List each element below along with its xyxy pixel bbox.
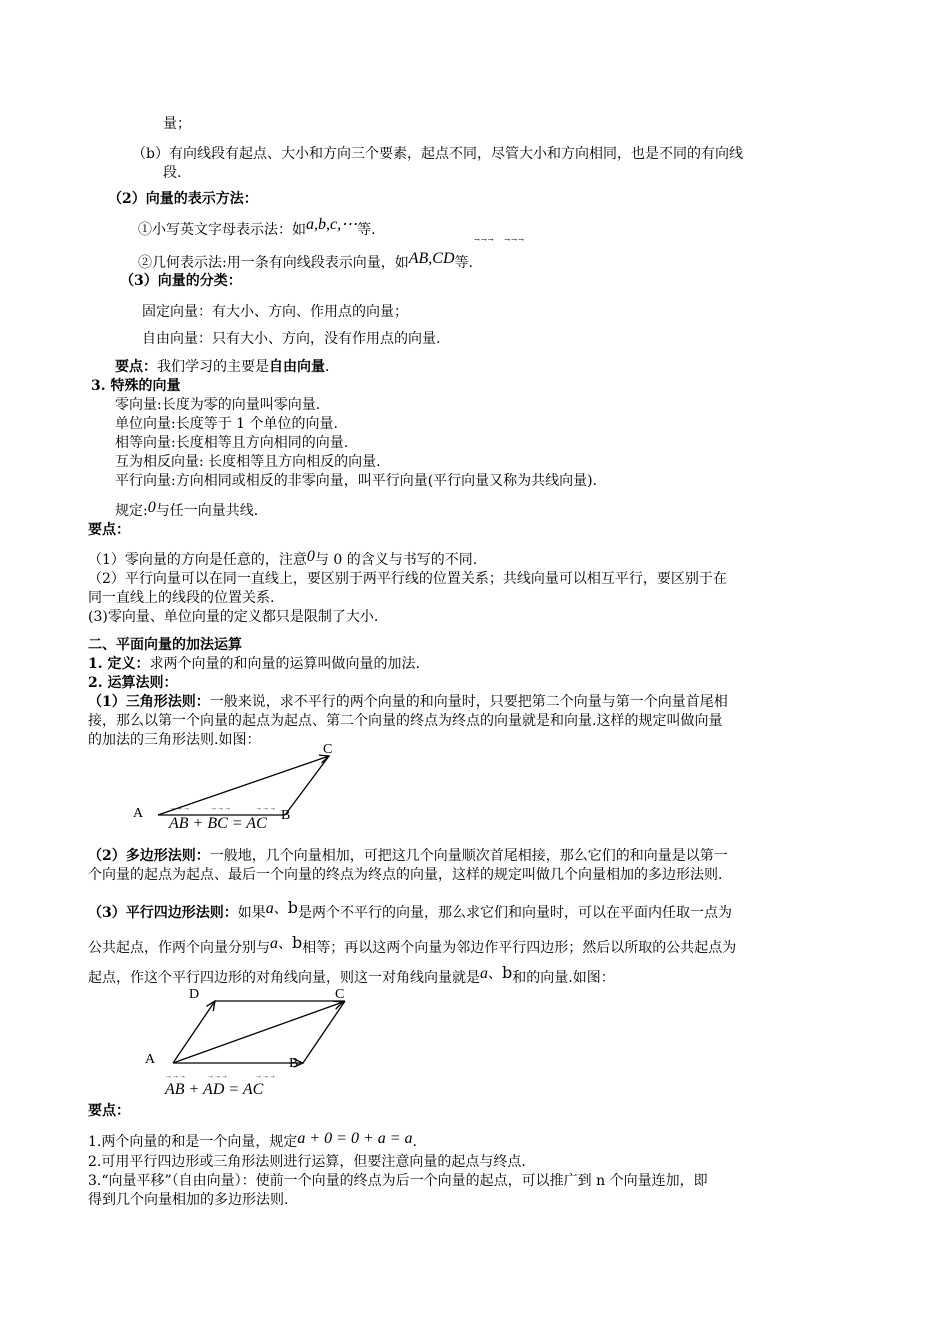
text-line: 的加法的三角形法则.如图： — [88, 732, 261, 748]
vector-a: a — [265, 900, 274, 917]
section-heading: （3）向量的分类： — [120, 273, 242, 289]
text-line: 3.“向量平移”（自由向量）：使前一个向量的终点为后一个向量的起点，可以推广到 n 个向量连加，即 — [88, 1173, 708, 1189]
point-label-a: A — [133, 806, 144, 821]
point-label-c: C — [335, 987, 345, 1002]
text-line: 接，那么以第一个向量的起点为起点、第二个向量的终点为终点的向量就是和向量.这样的规定叫做向量 — [88, 713, 723, 729]
text-line: ①小写英文字母表示法：如a,b,c,⋯等. — [138, 216, 376, 238]
text-line: 互为相反向量: 长度相等且方向相反的向量. — [115, 454, 381, 470]
text-line: 个向量的起点为起点、最后一个向量的终点为终点的向量，这样的规定叫做几个向量相加的多边形法则. — [88, 867, 723, 883]
text-line: 得到几个向量相加的多边形法则. — [88, 1192, 289, 1208]
text-line: (3)零向量、单位向量的定义都只是限制了大小. — [88, 609, 379, 625]
point-label-b: B — [289, 1056, 299, 1071]
text-line: 零向量:长度为零的向量叫零向量. — [115, 397, 321, 413]
triangle-equation: AB + BC = AC — [169, 815, 267, 832]
text-line: 相等向量:长度相等且方向相同的向量. — [115, 435, 349, 451]
section-heading: 二、平面向量的加法运算 — [88, 637, 242, 653]
parallelogram-equation: AB + AD = AC — [165, 1081, 264, 1098]
text-line: （2）多边形法则：一般地，几个向量相加，可把这几个向量顺次首尾相接，那么它们的和向量是以第一 — [88, 848, 728, 864]
section-heading: 3. 特殊的向量 — [91, 378, 181, 394]
text-line: 量； — [163, 116, 191, 132]
text-line: （1）三角形法则：一般来说，求不平行的两个向量的和向量时，只要把第二个向量与第一个向量首尾相 — [88, 694, 728, 710]
math-zero: 0 — [147, 499, 156, 516]
text-line: （3）平行四边形法则：如果a、b是两个不平行的向量，那么求它们和向量时，可以在平面内任取一点为 — [88, 898, 732, 921]
text-line: 2.可用平行四边形或三角形法则进行运算，但要注意向量的起点与终点. — [88, 1154, 526, 1170]
text-line: 同一直线上的线段的位置关系. — [88, 590, 275, 606]
math-expression: a,b,c,⋯ — [306, 216, 358, 233]
math-expression: a + 0 = 0 + a = a — [297, 1130, 413, 1147]
math-zero: 0 — [306, 548, 315, 565]
vector-arrow-marks: →→→ →→→ — [474, 236, 525, 244]
point-label-a: A — [145, 1052, 156, 1067]
key-points-label: 要点： — [88, 522, 130, 538]
text-line: 规定:0与任一向量共线. — [115, 499, 259, 519]
text-line: 起点，作这个平行四边形的对角线向量，则这一对角线向量就是a、b和的向量.如图： — [88, 963, 615, 986]
text-line: 固定向量：有大小、方向、作用点的向量； — [142, 304, 408, 320]
math-expression: AB,CD — [408, 250, 455, 267]
vector-arrow-marks: →→→ — [255, 1072, 276, 1080]
section-heading: （2）向量的表示方法： — [108, 191, 258, 207]
text-line: 要点：我们学习的主要是自由向量. — [115, 359, 330, 375]
vector-arrow-marks: →→→ — [210, 804, 231, 812]
section-heading: 2. 运算法则： — [88, 675, 178, 691]
text-line: 平行向量:方向相同或相反的非零向量，叫平行向量(平行向量又称为共线向量). — [115, 473, 598, 489]
text-line: （b）有向线段有起点、大小和方向三个要素，起点不同，尽管大小和方向相同，也是不同的有向线 — [132, 146, 743, 162]
text-line: 1. 定义：求两个向量的和向量的运算叫做向量的加法. — [88, 656, 420, 672]
side-cb-line — [303, 1001, 345, 1063]
text-line: ②几何表示法:用一条有向线段表示向量，如AB,CD等. — [138, 250, 473, 271]
parallelogram-rule-figure — [135, 980, 375, 1100]
vector-ad-line — [173, 1001, 215, 1063]
point-label-c: C — [323, 742, 333, 757]
text-line: 1.两个向量的和是一个向量，规定a + 0 = 0 + a = a. — [88, 1130, 417, 1150]
key-points-label: 要点： — [88, 1103, 130, 1119]
text-line: 段. — [163, 165, 182, 181]
vector-arrow-marks: →→→ — [255, 804, 276, 812]
point-label-d: D — [189, 987, 200, 1002]
text-line: 自由向量：只有大小、方向，没有作用点的向量. — [142, 331, 441, 347]
vector-ac-line — [173, 1002, 343, 1063]
text-line: 公共起点，作两个向量分别与a、b相等；再以这两个向量为邻边作平行四边形；然后以所取的公共起点为 — [88, 933, 737, 956]
vector-arrow-marks: →→→ — [207, 1072, 228, 1080]
vector-arrow-marks: →→→ — [169, 804, 190, 812]
point-label-b: B — [281, 808, 291, 823]
text-line: （2）平行向量可以在同一直线上，要区别于两平行线的位置关系；共线向量可以相互平行，要区别于在 — [88, 571, 727, 587]
vector-bc-line — [285, 756, 329, 815]
text-line: （1）零向量的方向是任意的，注意0与 0 的含义与书写的不同. — [88, 548, 478, 568]
triangle-rule-figure — [125, 738, 365, 838]
text-line: 单位向量:长度等于 1 个单位的向量. — [115, 416, 338, 432]
vector-arrow-marks: →→→ — [165, 1072, 186, 1080]
